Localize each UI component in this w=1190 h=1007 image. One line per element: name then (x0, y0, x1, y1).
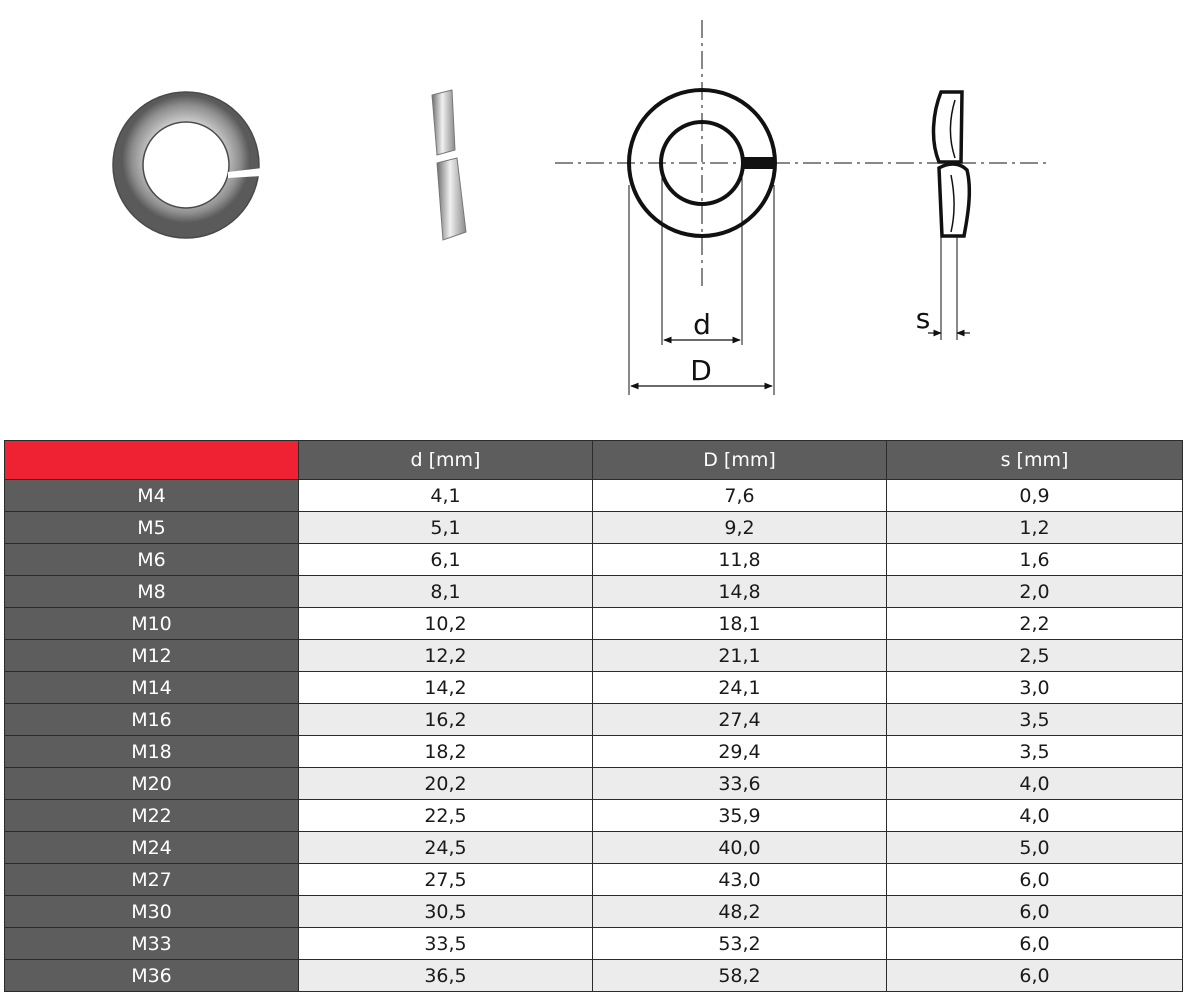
D-cell: 27,4 (593, 704, 887, 736)
D-cell: 14,8 (593, 576, 887, 608)
table-row (5, 672, 1183, 704)
table-row (5, 832, 1183, 864)
size-cell: M6 (5, 544, 299, 576)
size-cell: M20 (5, 768, 299, 800)
d-cell: 8,1 (299, 576, 593, 608)
size-cell: M12 (5, 640, 299, 672)
d-cell: 5,1 (299, 512, 593, 544)
D-cell: 48,2 (593, 896, 887, 928)
D-cell: 21,1 (593, 640, 887, 672)
d-cell: 24,5 (299, 832, 593, 864)
size-cell: M16 (5, 704, 299, 736)
table-row (5, 512, 1183, 544)
table-header (5, 441, 1183, 480)
D-cell: 7,6 (593, 480, 887, 512)
s-cell: 4,0 (887, 768, 1183, 800)
D-cell: 24,1 (593, 672, 887, 704)
s-cell: 3,5 (887, 704, 1183, 736)
size-cell: M4 (5, 480, 299, 512)
table-row (5, 576, 1183, 608)
d-cell: 33,5 (299, 928, 593, 960)
size-cell: M5 (5, 512, 299, 544)
d-cell: 36,5 (299, 960, 593, 992)
label-D: D (690, 354, 712, 387)
washer-dimension-table (4, 440, 1183, 992)
table-row (5, 736, 1183, 768)
D-cell: 33,6 (593, 768, 887, 800)
D-cell: 53,2 (593, 928, 887, 960)
s-cell: 4,0 (887, 800, 1183, 832)
d-cell: 4,1 (299, 480, 593, 512)
D-cell: 35,9 (593, 800, 887, 832)
d-cell: 10,2 (299, 608, 593, 640)
size-cell: M18 (5, 736, 299, 768)
D-cell: 18,1 (593, 608, 887, 640)
D-cell: 40,0 (593, 832, 887, 864)
label-d: d (693, 308, 711, 341)
s-cell: 2,2 (887, 608, 1183, 640)
washer-photo-side (432, 90, 466, 240)
size-cell: M33 (5, 928, 299, 960)
table-row (5, 544, 1183, 576)
table-row (5, 864, 1183, 896)
washer-photo-top (113, 92, 262, 238)
d-cell: 6,1 (299, 544, 593, 576)
size-cell: M14 (5, 672, 299, 704)
s-cell: 2,0 (887, 576, 1183, 608)
header-corner (5, 441, 299, 480)
s-cell: 6,0 (887, 896, 1183, 928)
d-cell: 14,2 (299, 672, 593, 704)
s-cell: 3,0 (887, 672, 1183, 704)
table-row (5, 704, 1183, 736)
header-col-s: s [mm] (887, 441, 1183, 480)
size-cell: M22 (5, 800, 299, 832)
d-cell: 12,2 (299, 640, 593, 672)
D-cell: 43,0 (593, 864, 887, 896)
table-row (5, 640, 1183, 672)
s-cell: 6,0 (887, 928, 1183, 960)
table-row (5, 896, 1183, 928)
s-cell: 2,5 (887, 640, 1183, 672)
washer-drawing-front (555, 20, 1050, 395)
size-cell: M24 (5, 832, 299, 864)
d-cell: 27,5 (299, 864, 593, 896)
s-cell: 1,6 (887, 544, 1183, 576)
d-cell: 20,2 (299, 768, 593, 800)
size-cell: M36 (5, 960, 299, 992)
d-cell: 30,5 (299, 896, 593, 928)
table-row (5, 608, 1183, 640)
header-col-d: d [mm] (299, 441, 593, 480)
s-cell: 1,2 (887, 512, 1183, 544)
size-cell: M27 (5, 864, 299, 896)
D-cell: 9,2 (593, 512, 887, 544)
table-row (5, 480, 1183, 512)
size-cell: M30 (5, 896, 299, 928)
d-cell: 16,2 (299, 704, 593, 736)
table-row (5, 928, 1183, 960)
header-col-D: D [mm] (593, 441, 887, 480)
table-row (5, 768, 1183, 800)
size-cell: M8 (5, 576, 299, 608)
table-row (5, 960, 1183, 992)
D-cell: 29,4 (593, 736, 887, 768)
s-cell: 3,5 (887, 736, 1183, 768)
s-cell: 0,9 (887, 480, 1183, 512)
s-cell: 5,0 (887, 832, 1183, 864)
D-cell: 11,8 (593, 544, 887, 576)
d-cell: 22,5 (299, 800, 593, 832)
s-cell: 6,0 (887, 864, 1183, 896)
s-cell: 6,0 (887, 960, 1183, 992)
table-row (5, 800, 1183, 832)
label-s: s (915, 302, 931, 335)
washer-drawing-side (928, 92, 970, 340)
washer-illustration (0, 0, 1190, 420)
table-body (5, 480, 1183, 992)
d-cell: 18,2 (299, 736, 593, 768)
header-row (5, 441, 1183, 480)
D-cell: 58,2 (593, 960, 887, 992)
size-cell: M10 (5, 608, 299, 640)
